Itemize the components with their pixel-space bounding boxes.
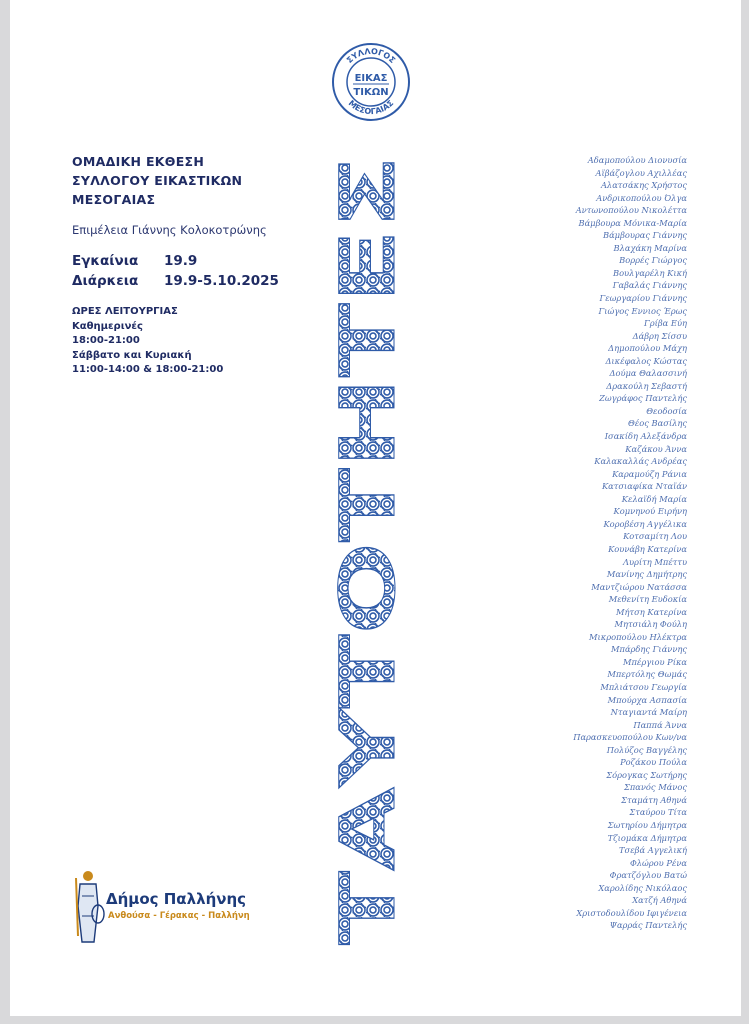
artists-list — [487, 154, 687, 932]
weekend-hours: 11:00-14:00 & 18:00-21:00 — [72, 364, 224, 375]
artist-name: Κοροβέση Αγγέλικα — [603, 518, 687, 529]
artist-name: Καζάκου Άννα — [625, 443, 687, 454]
poster — [10, 0, 741, 1016]
vertical-word-text: ΤΑΥΤΟΤΗΤΕΣ — [323, 391, 412, 945]
artist-name: Νταγιαντά Μαίρη — [610, 707, 687, 718]
artist-name: Μπλιάτσου Γεωργία — [600, 681, 687, 692]
artist-name: Θέος Βασίλης — [627, 418, 687, 429]
artist-name: Σταύρου Τίτα — [629, 807, 687, 818]
artist-name: Ροζάκου Πούλα — [620, 757, 687, 768]
duration-label: Διάρκεια — [72, 273, 139, 289]
artist-name: Αϊβάζογλου Αχιλλέας — [595, 167, 687, 178]
artist-name: Μπερτόλης Θωμάς — [607, 669, 687, 680]
opening-hours — [72, 305, 332, 378]
artist-name: Παρασκευοπούλου Κων/να — [573, 732, 687, 743]
artist-name: Πολύζος Βαγγέλης — [606, 744, 687, 755]
artist-name: Σταμάτη Αθηνά — [621, 794, 687, 805]
artist-name: Βάμβουρας Γιάννης — [602, 230, 687, 241]
artist-name: Σπανός Μάνος — [623, 782, 687, 793]
artist-name: Αλατσάκης Χρήστος — [600, 180, 687, 191]
municipality-name: Δήμος Παλλήνης — [106, 890, 247, 908]
weekdays-label: Καθημερινές — [72, 320, 143, 332]
opening-row — [72, 251, 332, 271]
svg-text:ΣΥΛΛΟΓΟΣ: ΣΥΛΛΟΓΟΣ — [344, 46, 398, 66]
artist-name: Μπέργιου Ρίκα — [622, 656, 687, 667]
artist-name: Βουλγαρέλη Κική — [612, 267, 687, 278]
opening-value: 19.9 — [164, 253, 198, 269]
artist-name: Τζιομάκα Δήμητρα — [607, 832, 687, 843]
artist-name: Δούμα Θαλασσινή — [609, 368, 687, 379]
artist-name: Γρίβα Εύη — [644, 318, 687, 329]
opening-label: Εγκαίνια — [72, 253, 139, 269]
artist-name: Αδαμοπούλου Διονυσία — [587, 155, 687, 165]
artist-name: Βλαχάκη Μαρίνα — [613, 242, 687, 253]
artist-name: Κομνηνού Ειρήνη — [613, 506, 687, 517]
artist-name: Δρακούλη Σεβαστή — [606, 380, 687, 391]
artist-name: Γεωργαρίου Γιάννης — [599, 293, 687, 304]
artist-name: Μανίνης Δημήτρης — [606, 569, 687, 580]
artist-name: Μητσιάλη Φούλη — [614, 619, 687, 630]
artist-name: Δικέφαλος Κώστας — [605, 355, 687, 366]
artist-name: Παππά Άννα — [633, 719, 687, 730]
artist-name: Αντωνοπούλου Νικολέττα — [575, 205, 687, 216]
artist-name: Ψαρράς Παντελής — [609, 920, 687, 931]
artist-name: Δημοπούλου Μάχη — [608, 343, 687, 354]
artist-name: Φλώρου Ρένα — [629, 857, 687, 868]
svg-text:ΜΕΣΟΓΑΙΑΣ: ΜΕΣΟΓΑΙΑΣ — [346, 98, 396, 117]
weekdays-hours: 18:00-21:00 — [72, 335, 140, 346]
exhibition-title-line-2: ΣΥΛΛΟΓΟΥ ΕΙΚΑΣΤΙΚΩΝ — [72, 173, 243, 188]
municipality-subtitle: Ανθούσα - Γέρακας - Παλλήνη — [108, 911, 250, 921]
exhibition-info — [72, 152, 332, 378]
curator-credit: Επιμέλεια Γιάννης Κολοκοτρώνης — [72, 223, 267, 237]
artist-name: Σόρογκας Σωτήρης — [606, 769, 687, 780]
artist-name: Λυρίτη Μπέττυ — [623, 556, 687, 567]
artist-name: Μεθενίτη Ευδοκία — [608, 594, 687, 605]
athena-statue-icon — [68, 866, 108, 946]
duration-row — [72, 271, 332, 291]
artist-name: Βορρές Γιώργος — [619, 255, 687, 266]
artist-name: Κουνάβη Κατερίνα — [608, 543, 687, 554]
vertical-title-taftotites — [323, 150, 412, 950]
artist-name: Γιώγος Εννιος Έρως — [598, 305, 687, 316]
exhibition-title-line-1: ΟΜΑΔΙΚΗ ΕΚΘΕΣΗ — [72, 154, 205, 169]
hours-title: ΩΡΕΣ ΛΕΙΤΟΥΡΓΙΑΣ — [72, 306, 178, 317]
artist-name: Ανδρικοπούλου Όλγα — [596, 192, 687, 203]
artist-name: Φρατζόγλου Βατώ — [609, 870, 687, 881]
artist-name: Μικροπούλου Ηλέκτρα — [589, 631, 687, 642]
artist-name: Ζωγράφος Παντελής — [599, 393, 687, 404]
svg-text:ΤΙΚΩΝ: ΤΙΚΩΝ — [353, 87, 389, 98]
dates-block — [72, 251, 332, 291]
weekend-label: Σάββατο και Κυριακή — [72, 349, 192, 361]
artist-name: Γαβαλάς Γιάννης — [612, 280, 687, 291]
artist-name: Δάβρη Σίσσυ — [632, 330, 687, 341]
society-logo — [331, 42, 411, 122]
artist-name: Κοτσαμίτη Λου — [623, 531, 687, 542]
artist-name: Μήτση Κατερίνα — [616, 606, 687, 617]
artist-name: Μαντζιώρου Νατάσσα — [591, 581, 687, 592]
artist-name: Καραμούζη Ράνια — [612, 468, 687, 479]
artist-name: Ισακίδη Αλεξάνδρα — [604, 431, 687, 442]
exhibition-title-line-3: ΜΕΣΟΓΑΙΑΣ — [72, 192, 156, 207]
svg-text:ΕΙΚΑΣ: ΕΙΚΑΣ — [354, 73, 388, 84]
artist-name: Μπούρχα Ασπασία — [607, 694, 687, 705]
duration-value: 19.9-5.10.2025 — [164, 273, 279, 289]
artist-name: Βάμβουρα Μόνικα-Μαρία — [578, 217, 687, 228]
artist-name: Τσεβά Αγγελική — [619, 845, 687, 856]
artist-name: Χριστοδουλίδου Ιφιγένεια — [576, 907, 687, 918]
artist-name: Χατζή Αθηνά — [632, 895, 687, 906]
artist-name: Κελαϊδή Μαρία — [621, 493, 687, 504]
artist-name: Χαρολίδης Νικόλαος — [598, 882, 687, 893]
artist-name: Μπάρδης Γιάννης — [611, 644, 687, 655]
municipality-logo — [68, 866, 268, 946]
artist-name: Θεοδοσία — [646, 405, 687, 416]
artist-name: Κατσιαφίκα Νταϊάν — [601, 481, 687, 492]
artist-name: Σωτηρίου Δήμητρα — [607, 819, 687, 830]
artist-name: Καλακαλλάς Ανδρέας — [594, 456, 687, 467]
